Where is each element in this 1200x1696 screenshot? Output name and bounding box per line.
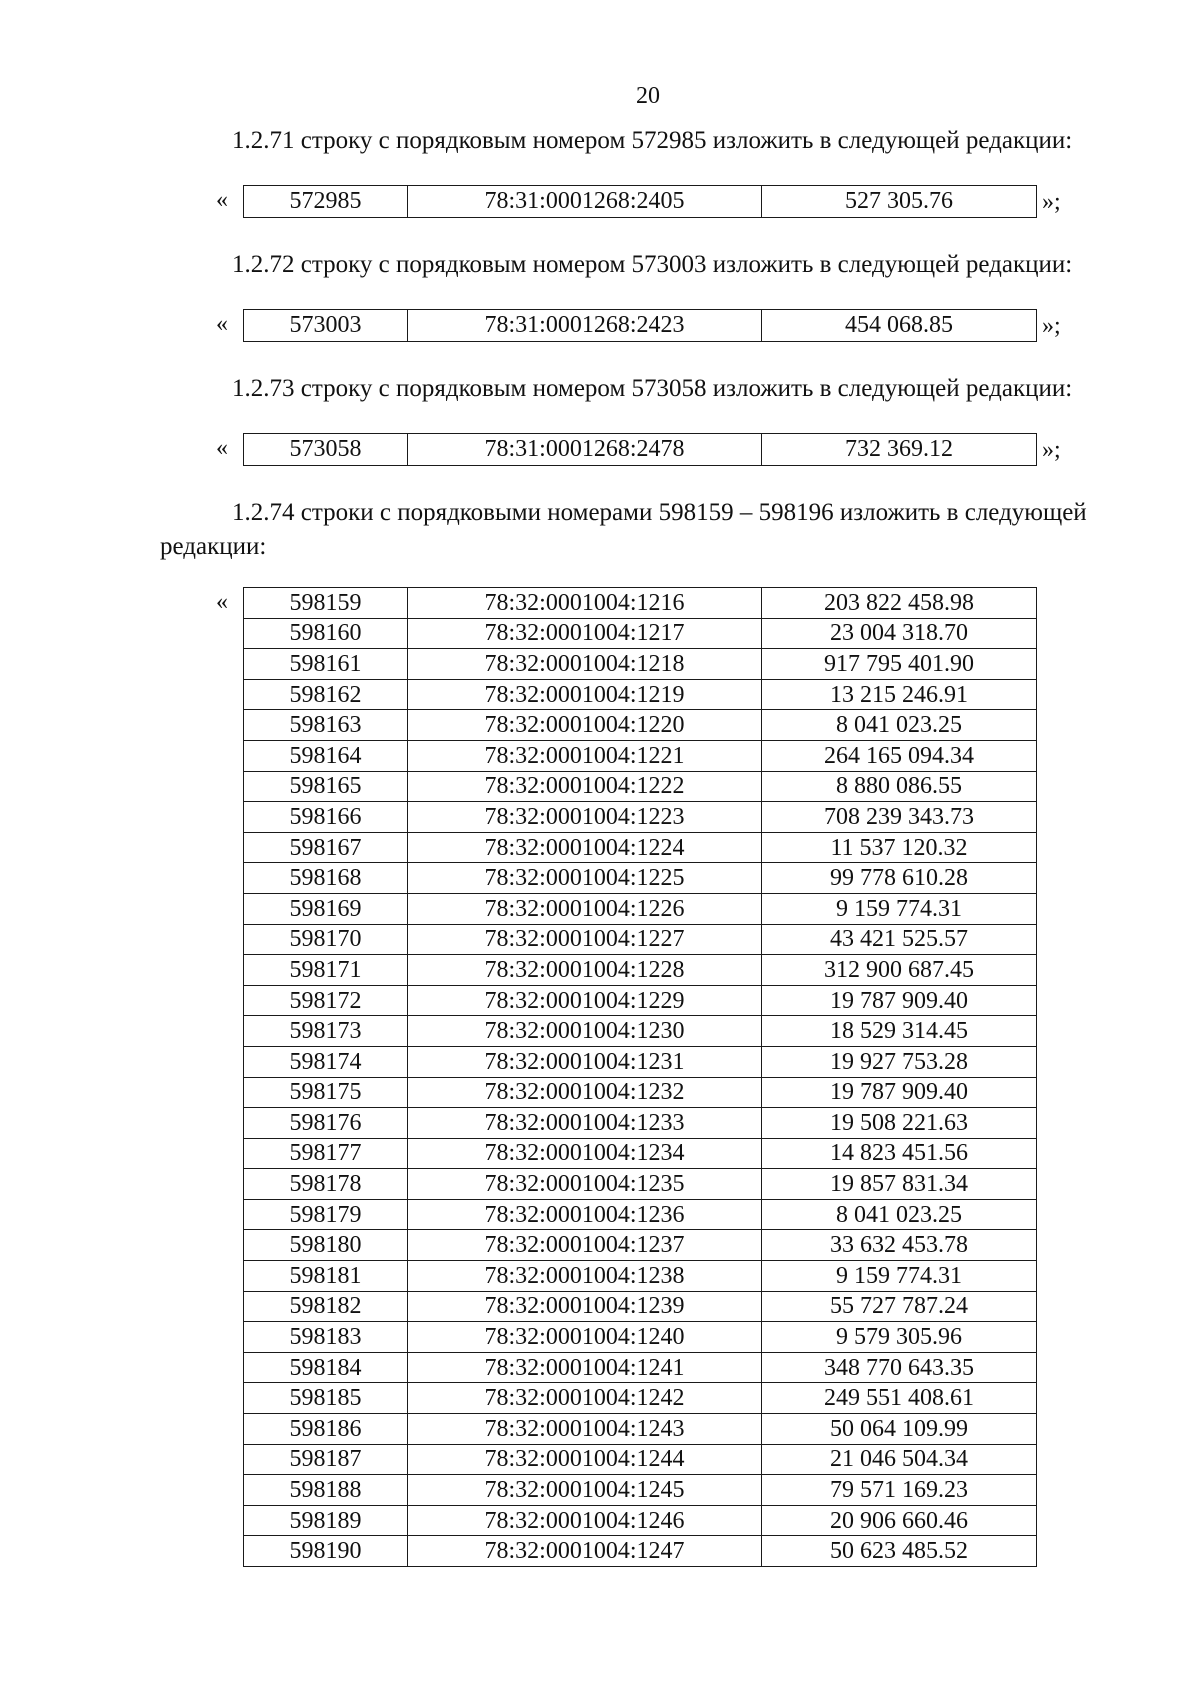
section-heading-1-2-72: 1.2.72 строку с порядковым номером 573003 изложить в следующей редакции: <box>232 251 1073 278</box>
close-quote: »; <box>1042 189 1061 215</box>
row-number-cell: 598186 <box>244 1414 408 1445</box>
replacement-rows-table <box>243 587 1037 1567</box>
row-number-cell: 598162 <box>244 679 408 710</box>
cadastral-value-cell: 19 787 909.40 <box>762 985 1037 1016</box>
table-row <box>244 1261 1037 1292</box>
row-number-cell: 598181 <box>244 1261 408 1292</box>
row-number-cell: 598172 <box>244 985 408 1016</box>
cadastral-value-cell: 50 623 485.52 <box>762 1536 1037 1567</box>
cadastral-value-cell: 203 822 458.98 <box>762 588 1037 619</box>
row-number-cell: 598160 <box>244 618 408 649</box>
row-number-cell: 598179 <box>244 1199 408 1230</box>
cadastral-number-cell: 78:31:0001268:2478 <box>408 434 762 466</box>
cadastral-number-cell: 78:32:0001004:1230 <box>408 1016 762 1047</box>
replacement-row-table <box>243 309 1037 342</box>
cadastral-number-cell: 78:32:0001004:1234 <box>408 1138 762 1169</box>
cadastral-number-cell: 78:32:0001004:1247 <box>408 1536 762 1567</box>
row-number-cell: 598184 <box>244 1352 408 1383</box>
row-number-cell: 598169 <box>244 893 408 924</box>
table-row <box>244 985 1037 1016</box>
row-number-cell: 598177 <box>244 1138 408 1169</box>
row-number-cell: 573003 <box>244 310 408 342</box>
open-quote: « <box>216 435 228 461</box>
row-number-cell: 598161 <box>244 649 408 680</box>
cadastral-value-cell: 9 159 774.31 <box>762 1261 1037 1292</box>
cadastral-number-cell: 78:32:0001004:1227 <box>408 924 762 955</box>
table-row <box>244 1077 1037 1108</box>
cadastral-value-cell: 20 906 660.46 <box>762 1505 1037 1536</box>
table-row <box>244 1536 1037 1567</box>
cadastral-number-cell: 78:32:0001004:1222 <box>408 771 762 802</box>
cadastral-value-cell: 19 508 221.63 <box>762 1108 1037 1139</box>
row-number-cell: 598168 <box>244 863 408 894</box>
cadastral-number-cell: 78:32:0001004:1226 <box>408 893 762 924</box>
open-quote: « <box>216 311 228 337</box>
cadastral-number-cell: 78:32:0001004:1220 <box>408 710 762 741</box>
cadastral-value-cell: 8 041 023.25 <box>762 710 1037 741</box>
cadastral-number-cell: 78:32:0001004:1235 <box>408 1169 762 1200</box>
cadastral-value-cell: 527 305.76 <box>762 186 1037 218</box>
table-row <box>244 1383 1037 1414</box>
cadastral-number-cell: 78:32:0001004:1240 <box>408 1322 762 1353</box>
row-number-cell: 598178 <box>244 1169 408 1200</box>
cadastral-value-cell: 55 727 787.24 <box>762 1291 1037 1322</box>
cadastral-number-cell: 78:32:0001004:1233 <box>408 1108 762 1139</box>
table-row <box>244 434 1037 466</box>
table-row <box>244 771 1037 802</box>
table-row <box>244 1414 1037 1445</box>
cadastral-value-cell: 50 064 109.99 <box>762 1414 1037 1445</box>
cadastral-value-cell: 264 165 094.34 <box>762 740 1037 771</box>
cadastral-value-cell: 732 369.12 <box>762 434 1037 466</box>
table-row <box>244 679 1037 710</box>
cadastral-value-cell: 454 068.85 <box>762 310 1037 342</box>
row-number-cell: 598166 <box>244 802 408 833</box>
cadastral-value-cell: 99 778 610.28 <box>762 863 1037 894</box>
open-quote: « <box>216 589 228 615</box>
cadastral-value-cell: 11 537 120.32 <box>762 832 1037 863</box>
cadastral-value-cell: 21 046 504.34 <box>762 1444 1037 1475</box>
row-number-cell: 598164 <box>244 740 408 771</box>
cadastral-value-cell: 8 041 023.25 <box>762 1199 1037 1230</box>
table-row <box>244 1169 1037 1200</box>
table-row <box>244 1475 1037 1506</box>
table-row <box>244 1322 1037 1353</box>
cadastral-number-cell: 78:32:0001004:1225 <box>408 863 762 894</box>
section-heading-1-2-73: 1.2.73 строку с порядковым номером 573058 изложить в следующей редакции: <box>232 375 1073 402</box>
table-row <box>244 955 1037 986</box>
cadastral-value-cell: 312 900 687.45 <box>762 955 1037 986</box>
table-row <box>244 1291 1037 1322</box>
row-number-cell: 598176 <box>244 1108 408 1139</box>
cadastral-number-cell: 78:32:0001004:1246 <box>408 1505 762 1536</box>
cadastral-number-cell: 78:32:0001004:1223 <box>408 802 762 833</box>
cadastral-number-cell: 78:32:0001004:1229 <box>408 985 762 1016</box>
replacement-row-table <box>243 433 1037 466</box>
table-row <box>244 649 1037 680</box>
row-number-cell: 598165 <box>244 771 408 802</box>
cadastral-number-cell: 78:32:0001004:1239 <box>408 1291 762 1322</box>
cadastral-number-cell: 78:32:0001004:1221 <box>408 740 762 771</box>
cadastral-value-cell: 708 239 343.73 <box>762 802 1037 833</box>
row-number-cell: 598185 <box>244 1383 408 1414</box>
open-quote: « <box>216 187 228 213</box>
table-row <box>244 186 1037 218</box>
cadastral-value-cell: 348 770 643.35 <box>762 1352 1037 1383</box>
cadastral-value-cell: 19 927 753.28 <box>762 1046 1037 1077</box>
cadastral-value-cell: 19 787 909.40 <box>762 1077 1037 1108</box>
table-row <box>244 740 1037 771</box>
table-row <box>244 1108 1037 1139</box>
table-row <box>244 832 1037 863</box>
cadastral-value-cell: 14 823 451.56 <box>762 1138 1037 1169</box>
table-row <box>244 1352 1037 1383</box>
cadastral-number-cell: 78:32:0001004:1236 <box>408 1199 762 1230</box>
table-row <box>244 924 1037 955</box>
row-number-cell: 598189 <box>244 1505 408 1536</box>
cadastral-number-cell: 78:31:0001268:2405 <box>408 186 762 218</box>
row-number-cell: 598183 <box>244 1322 408 1353</box>
row-number-cell: 598175 <box>244 1077 408 1108</box>
row-number-cell: 598180 <box>244 1230 408 1261</box>
row-number-cell: 573058 <box>244 434 408 466</box>
row-number-cell: 598174 <box>244 1046 408 1077</box>
table-row <box>244 1016 1037 1047</box>
cadastral-number-cell: 78:32:0001004:1242 <box>408 1383 762 1414</box>
row-number-cell: 598187 <box>244 1444 408 1475</box>
cadastral-value-cell: 23 004 318.70 <box>762 618 1037 649</box>
cadastral-number-cell: 78:32:0001004:1244 <box>408 1444 762 1475</box>
cadastral-number-cell: 78:32:0001004:1238 <box>408 1261 762 1292</box>
cadastral-number-cell: 78:32:0001004:1216 <box>408 588 762 619</box>
cadastral-value-cell: 18 529 314.45 <box>762 1016 1037 1047</box>
cadastral-number-cell: 78:31:0001268:2423 <box>408 310 762 342</box>
cadastral-number-cell: 78:32:0001004:1217 <box>408 618 762 649</box>
cadastral-value-cell: 9 579 305.96 <box>762 1322 1037 1353</box>
cadastral-value-cell: 917 795 401.90 <box>762 649 1037 680</box>
table-row <box>244 1444 1037 1475</box>
cadastral-number-cell: 78:32:0001004:1228 <box>408 955 762 986</box>
cadastral-value-cell: 249 551 408.61 <box>762 1383 1037 1414</box>
row-number-cell: 572985 <box>244 186 408 218</box>
table-row <box>244 588 1037 619</box>
cadastral-value-cell: 9 159 774.31 <box>762 893 1037 924</box>
table-row <box>244 1046 1037 1077</box>
cadastral-number-cell: 78:32:0001004:1241 <box>408 1352 762 1383</box>
cadastral-number-cell: 78:32:0001004:1218 <box>408 649 762 680</box>
row-number-cell: 598182 <box>244 1291 408 1322</box>
section-heading-1-2-71: 1.2.71 строку с порядковым номером 572985 изложить в следующей редакции: <box>232 127 1073 154</box>
row-number-cell: 598163 <box>244 710 408 741</box>
row-number-cell: 598173 <box>244 1016 408 1047</box>
close-quote: »; <box>1042 313 1061 339</box>
section-heading-1-2-74: 1.2.74 строки с порядковыми номерами 598159 – 598196 изложить в следующей <box>232 499 1087 526</box>
row-number-cell: 598188 <box>244 1475 408 1506</box>
table-row <box>244 618 1037 649</box>
row-number-cell: 598167 <box>244 832 408 863</box>
row-number-cell: 598190 <box>244 1536 408 1567</box>
table-row <box>244 310 1037 342</box>
cadastral-value-cell: 79 571 169.23 <box>762 1475 1037 1506</box>
close-quote: »; <box>1042 437 1061 463</box>
cadastral-value-cell: 19 857 831.34 <box>762 1169 1037 1200</box>
replacement-row-table <box>243 185 1037 218</box>
cadastral-value-cell: 33 632 453.78 <box>762 1230 1037 1261</box>
cadastral-number-cell: 78:32:0001004:1245 <box>408 1475 762 1506</box>
cadastral-value-cell: 8 880 086.55 <box>762 771 1037 802</box>
cadastral-number-cell: 78:32:0001004:1237 <box>408 1230 762 1261</box>
row-number-cell: 598171 <box>244 955 408 986</box>
cadastral-number-cell: 78:32:0001004:1231 <box>408 1046 762 1077</box>
row-number-cell: 598159 <box>244 588 408 619</box>
table-row <box>244 1230 1037 1261</box>
cadastral-number-cell: 78:32:0001004:1243 <box>408 1414 762 1445</box>
table-row <box>244 863 1037 894</box>
cadastral-number-cell: 78:32:0001004:1232 <box>408 1077 762 1108</box>
section-heading-1-2-74-continuation: редакции: <box>160 533 267 560</box>
table-row <box>244 893 1037 924</box>
row-number-cell: 598170 <box>244 924 408 955</box>
page-number: 20 <box>636 83 660 109</box>
table-row <box>244 1138 1037 1169</box>
cadastral-value-cell: 13 215 246.91 <box>762 679 1037 710</box>
cadastral-number-cell: 78:32:0001004:1219 <box>408 679 762 710</box>
cadastral-value-cell: 43 421 525.57 <box>762 924 1037 955</box>
table-row <box>244 710 1037 741</box>
table-row <box>244 1199 1037 1230</box>
cadastral-number-cell: 78:32:0001004:1224 <box>408 832 762 863</box>
table-row <box>244 1505 1037 1536</box>
table-row <box>244 802 1037 833</box>
